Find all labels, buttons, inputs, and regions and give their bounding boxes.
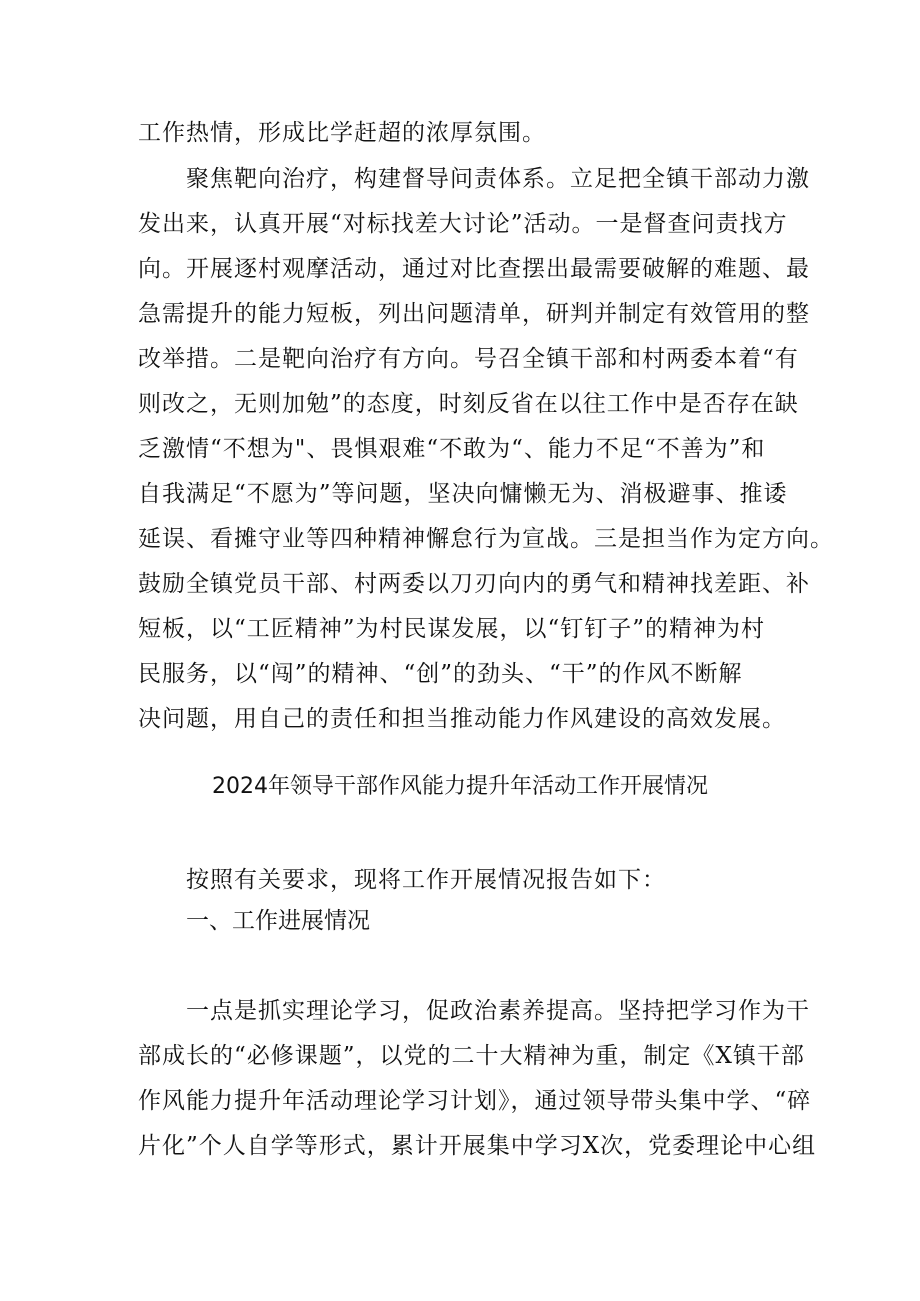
paragraph-2-line-2: 发出来，认真开展“对标找差大讨论”活动。一是督查问责找方 — [138, 211, 788, 237]
paragraph-2-line-9: 延误、看摊守业等四种精神懈怠行为宣战。三是担当作为定方向。 — [138, 526, 834, 552]
paragraph-2-line-1: 聚焦靶向治疗，构建督导问责体系。立足把全镇干部动力激 — [186, 166, 810, 192]
paragraph-2-line-5: 改举措。二是靶向治疗有方向。号召全镇干部和村两委本着“有 — [138, 346, 799, 372]
section-heading: 一、工作进展情况 — [186, 908, 370, 934]
paragraph-2-line-11: 短板，以“工匠精神”为村民谋发展，以“钉钉子”的精神为村 — [138, 616, 766, 642]
paragraph-2-line-7: 乏激情“不想为"、畏惧艰难“不敢为“、能力不足“不善为”和 — [138, 436, 766, 462]
paragraph-3-line-3: 作风能力提升年活动理论学习计划》，通过领导带头集中学、“碎 — [138, 1088, 812, 1114]
paragraph-1-line-1: 工作热情，形成比学赶超的浓厚氛围。 — [138, 120, 546, 146]
paragraph-2-line-13: 决问题，用自己的责任和担当推动能力作风建设的高效发展。 — [138, 706, 786, 732]
paragraph-2-line-10: 鼓励全镇党员干部、村两委以刀刃向内的勇气和精神找差距、补 — [138, 571, 810, 597]
document-title: 2024年领导干部作风能力提升年活动工作开展情况 — [212, 774, 708, 799]
paragraph-2-line-4: 急需提升的能力短板，列出问题清单，研判并制定有效管用的整 — [138, 301, 810, 327]
paragraph-3-line-4: 片化”个人自学等形式，累计开展集中学习X次，党委理论中心组 — [138, 1133, 817, 1159]
paragraph-2-line-3: 向。开展逐村观摩活动，通过对比查摆出最需要破解的难题、最 — [138, 256, 810, 282]
paragraph-2-line-12: 民服务，以“闯”的精神、“创”的劲头、“干”的作风不断解 — [138, 661, 743, 687]
paragraph-2-line-8: 自我满足“不愿为”等问题，坚决向慵懒无为、消极避事、推诿 — [138, 481, 788, 507]
paragraph-3-line-2: 部成长的“必修课题”，以党的二十大精神为重，制定《X镇干部 — [138, 1043, 805, 1069]
intro-line: 按照有关要求，现将工作开展情况报告如下： — [186, 867, 666, 893]
paragraph-2-line-6: 则改之，无则加勉”的态度，时刻反省在以往工作中是否存在缺 — [138, 391, 799, 417]
paragraph-3-line-1: 一点是抓实理论学习，促政治素养提高。坚持把学习作为干 — [186, 998, 810, 1024]
